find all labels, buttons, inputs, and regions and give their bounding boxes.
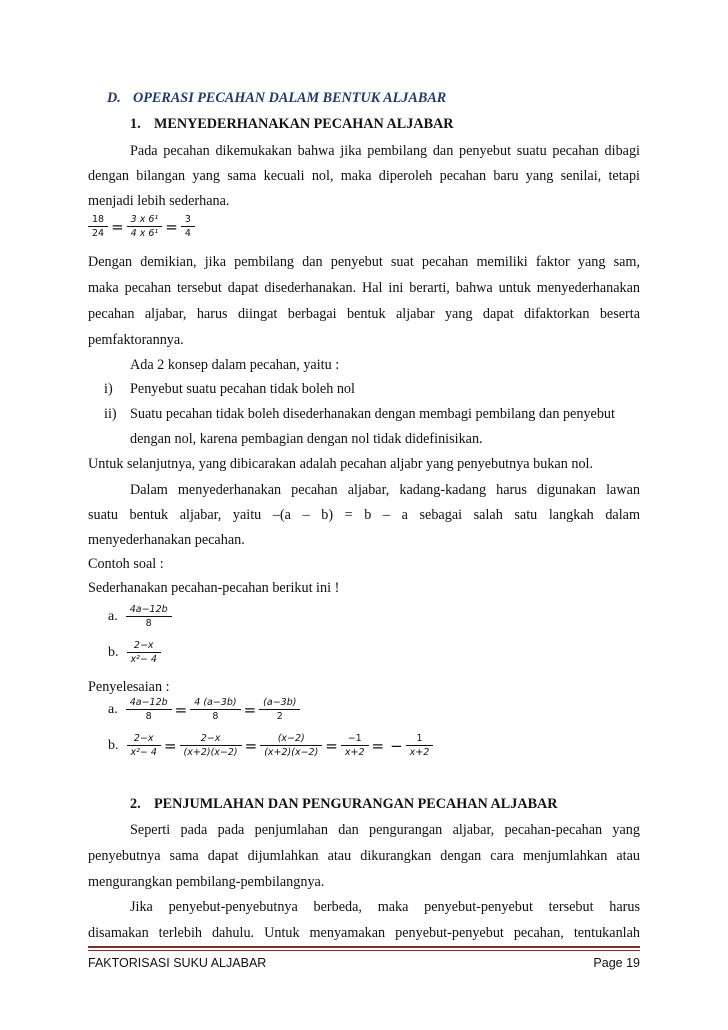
paragraph-line: pecahan aljabar, harus diingat berbagai bentuk aljabar yang dapat difaktorkan beserta: [88, 306, 640, 322]
paragraph-line: Seperti pada pada penjumlahan dan pengurangan aljabar, pecahan-pecahan yang: [130, 822, 640, 838]
problem-b: b. $\frac{2-x}{\text{x²− 4}}$: [108, 640, 161, 665]
section-heading: [107, 89, 659, 107]
fraction: $\frac{(a-3b)}{2}$: [261, 697, 298, 722]
paragraph-line: Dengan demikian, jika pembilang dan penyebut suat pecahan memiliki faktor yang sam,: [88, 254, 640, 270]
fraction: $\frac{3}{4}$: [183, 214, 193, 239]
fraction: $\frac{1}{x+2}$: [408, 733, 432, 758]
paragraph-line: maka pecahan tersebut dapat disederhanakan. Hal ini berarti, bahwa untuk menyederhanakan: [88, 280, 640, 296]
contoh-label: Contoh soal :: [88, 556, 164, 572]
footer-rule-thin: [88, 950, 640, 951]
fraction: $\frac{2-x}{(x+2)(x-2)}$: [182, 733, 240, 758]
fraction: $\frac{2-x}{\text{x²− 4}}$: [129, 733, 159, 758]
paragraph-line: mengurangkan pembilang-pembilangnya.: [88, 874, 325, 890]
paragraph-line: menyederhanakan pecahan.: [88, 532, 245, 548]
subsection-label: 2.: [130, 796, 141, 812]
contoh-instruction: Sederhanakan pecahan-pecahan berikut ini !: [88, 580, 340, 596]
list-item: i) Penyebut suatu pecahan tidak boleh nol: [104, 381, 355, 397]
fraction: $\frac{4a-12b}{8}$: [128, 604, 170, 629]
subsection-heading-1: [130, 115, 682, 133]
fraction: $\frac{4a-12b}{8}$: [128, 697, 170, 722]
list-item: ii) Suatu pecahan tidak boleh disederhanakan dengan membagi pembilang dan penyebut: [104, 406, 615, 422]
section-title: OPERASI PECAHAN DALAM BENTUK ALJABAR: [133, 90, 447, 106]
solution-label: Penyelesaian :: [88, 679, 170, 695]
fraction: $\frac{4 (a-3b)}{8}$: [192, 697, 238, 722]
concepts-intro: Ada 2 konsep dalam pecahan, yaitu :: [130, 357, 340, 373]
subsection-heading-2: [130, 795, 682, 813]
paragraph-line: Pada pecahan dikemukakan bahwa jika pembilang dan penyebut suatu pecahan dibagi: [130, 143, 640, 159]
paragraph-line: Untuk selanjutnya, yang dibicarakan adalah pecahan aljabr yang penyebutnya bukan nol.: [88, 456, 594, 472]
paragraph-line: Jika penyebut-penyebutnya berbeda, maka penyebut-penyebut tersebut harus: [130, 899, 640, 915]
example-equation: $\frac{18}{24}$ = $\frac{\text{3 x 6¹}}{\text{4 x 6¹}}$ = $\frac{3}{4}$: [88, 214, 195, 239]
fraction: $\frac{-1}{x+2}$: [343, 733, 367, 758]
solution-a: a. $\frac{4a-12b}{8}$ = $\frac{4 (a-3b)}{8}$ = $\frac{(a-3b)}{2}$: [108, 697, 300, 722]
fraction: $\frac{18}{24}$: [90, 214, 106, 239]
paragraph-line: penyebutnya sama dapat dijumlahkan atau dikurangkan dengan cara menjumlahkan atau: [88, 848, 640, 864]
paragraph-line: suatu bentuk aljabar, yaitu –(a – b) = b – a sebagai salah satu langkah dalam: [88, 507, 640, 523]
footer-title: FAKTORISASI SUKU ALJABAR: [88, 956, 267, 970]
section-label: D.: [107, 90, 121, 106]
fraction: $\frac{(x-2)}{(x+2)(x-2)}$: [262, 733, 320, 758]
page-number: Page 19: [593, 956, 640, 970]
paragraph-line: Dalam menyederhanakan pecahan aljabar, kadang-kadang harus digunakan lawan: [130, 482, 640, 498]
fraction: $\frac{2-x}{\text{x²− 4}}$: [129, 640, 159, 665]
solution-b: b. $\frac{2-x}{\text{x²− 4}}$ = $\frac{2-x}{(x+2)(x-2)}$ = $\frac{(x-2)}{(x+2)(x-2)}$ = $\frac{-1}{x+2}$ = − $\frac{1}{x+2}$: [108, 733, 433, 758]
page-footer: [88, 956, 640, 970]
subsection-title: MENYEDERHANAKAN PECAHAN ALJABAR: [154, 116, 454, 132]
paragraph-line: pemfaktorannya.: [88, 332, 184, 348]
paragraph-line: dengan bilangan yang sama kecuali nol, maka diperoleh pecahan baru yang senilai, tetapi: [88, 168, 640, 184]
footer-rule: [88, 946, 640, 948]
subsection-label: 1.: [130, 116, 141, 132]
subsection-title: PENJUMLAHAN DAN PENGURANGAN PECAHAN ALJABAR: [154, 796, 558, 812]
fraction: $\frac{\text{3 x 6¹}}{\text{4 x 6¹}}$: [129, 214, 161, 239]
paragraph-line: disamakan terlebih dahulu. Untuk menyamakan penyebut-penyebut pecahan, tentukanlah: [88, 925, 640, 941]
list-item-continuation: dengan nol, karena pembagian dengan nol tidak didefinisikan.: [130, 431, 483, 447]
paragraph-line: menjadi lebih sederhana.: [88, 193, 230, 209]
problem-a: a. $\frac{4a-12b}{8}$: [108, 604, 172, 629]
